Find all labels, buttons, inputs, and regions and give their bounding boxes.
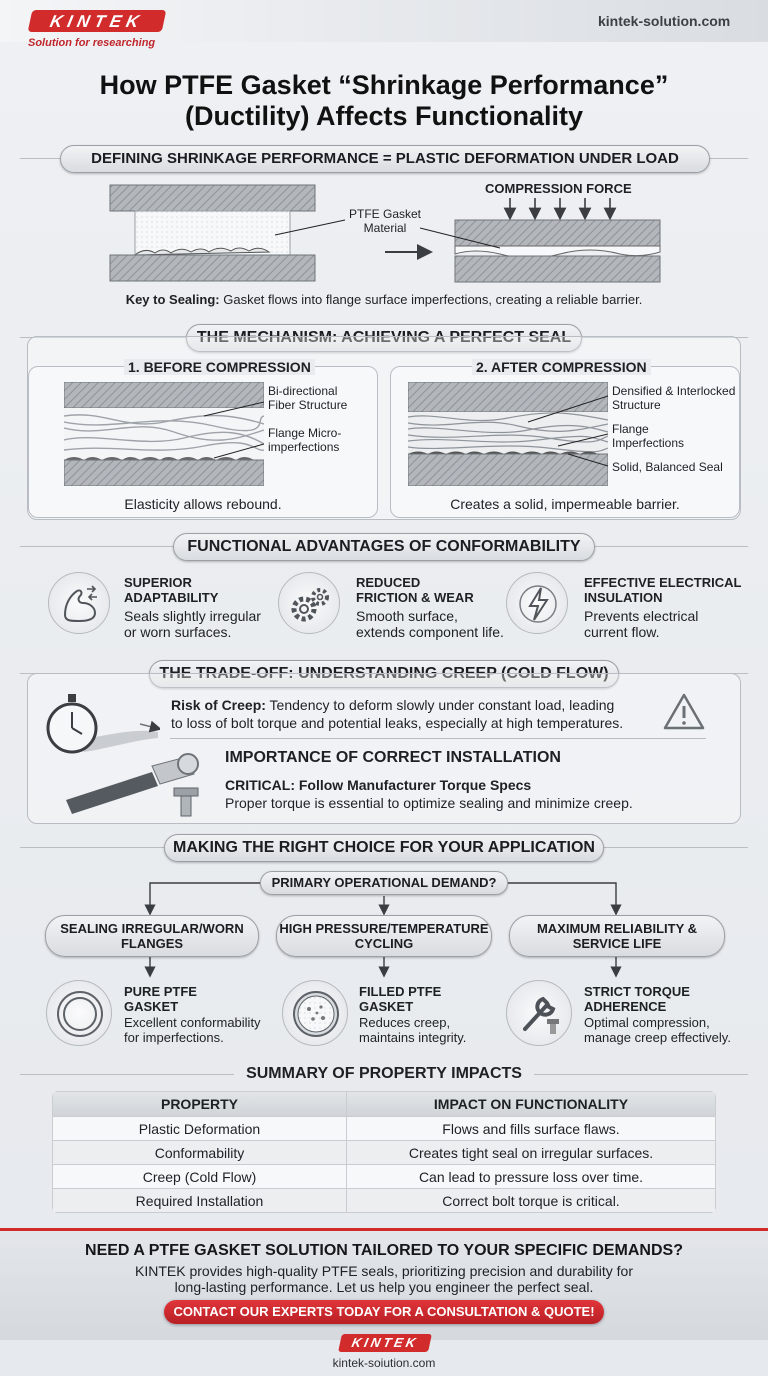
cta-body-1: KINTEK provides high-quality PTFE seals, prioritizing precision and durability for xyxy=(135,1263,633,1279)
adv-title-line: EFFECTIVE ELECTRICAL xyxy=(584,575,742,590)
summary-table xyxy=(52,1091,716,1213)
brand-logo-text: KINTEK xyxy=(48,12,146,31)
adv-desc-line: current flow. xyxy=(584,624,660,640)
flexed-arm-icon xyxy=(48,572,110,634)
adv-desc-line: Prevents electrical xyxy=(584,608,699,624)
table-row xyxy=(53,1117,716,1141)
cta-body-2: long-lasting performance. Let us help you engineer the perfect seal. xyxy=(174,1279,594,1295)
after-label-densified: Densified & Interlocked Structure xyxy=(612,384,736,412)
flange-top-after xyxy=(455,220,660,246)
filled-gasket-icon xyxy=(282,980,348,1046)
cell-property: Creep (Cold Flow) xyxy=(53,1165,347,1189)
cell-property: Conformability xyxy=(53,1141,347,1165)
cell-property: Required Installation xyxy=(53,1189,347,1213)
before-caption: Elasticity allows rebound. xyxy=(124,496,282,512)
footer-logo[interactable] xyxy=(338,1334,432,1352)
demand-irregular-flanges[interactable] xyxy=(45,915,259,957)
wrench-bolt-icon xyxy=(506,980,572,1046)
key-to-sealing-text: Gasket flows into flange surface imperfections, creating a reliable barrier. xyxy=(219,292,643,307)
adv-title-line: SUPERIOR xyxy=(124,575,192,590)
option-torque-desc xyxy=(584,1015,731,1045)
option-desc-line: Reduces creep, xyxy=(359,1015,451,1030)
adv-desc-friction xyxy=(356,608,504,640)
cell-impact: Can lead to pressure loss over time. xyxy=(347,1165,716,1189)
option-pure-ptfe-title xyxy=(124,984,197,1014)
key-to-sealing xyxy=(0,292,768,307)
section-advantages-header: FUNCTIONAL ADVANTAGES OF CONFORMABILITY xyxy=(173,533,595,561)
col-header-impact: IMPACT ON FUNCTIONALITY xyxy=(347,1092,716,1117)
after-caption: Creates a solid, impermeable barrier. xyxy=(450,496,680,512)
adv-desc-insulation xyxy=(584,608,698,640)
demand-line: SERVICE LIFE xyxy=(572,936,662,951)
flange-top-before xyxy=(110,185,315,211)
after-label-solid-seal: Solid, Balanced Seal xyxy=(612,460,723,474)
risk-text-2: to loss of bolt torque and potential leaks, especially at high temperatures. xyxy=(171,715,624,731)
after-label-imperfections: Flange Imperfections xyxy=(612,422,685,450)
adv-desc-adaptability xyxy=(124,608,261,640)
risk-of-creep xyxy=(171,696,623,732)
install-text: Proper torque is essential to optimize sealing and minimize creep. xyxy=(225,795,633,811)
option-desc-line: Excellent conformability xyxy=(124,1015,261,1030)
ptfe-material-label xyxy=(340,207,430,235)
option-title-line: ADHERENCE xyxy=(584,999,667,1014)
option-desc-line: maintains integrity. xyxy=(359,1030,467,1045)
ring-gasket-icon xyxy=(46,980,112,1046)
table-row xyxy=(53,1141,716,1165)
cell-impact: Correct bolt torque is critical. xyxy=(347,1189,716,1213)
cell-property: Plastic Deformation xyxy=(53,1117,347,1141)
option-pure-ptfe-desc xyxy=(124,1015,261,1045)
demand-line: FLANGES xyxy=(120,936,184,951)
lightning-bolt-icon xyxy=(506,572,568,634)
adv-title-adaptability xyxy=(124,575,218,605)
before-label-fiber: Bi-directional Fiber Structure xyxy=(268,384,348,412)
section-choice-header: MAKING THE RIGHT CHOICE FOR YOUR APPLICATION xyxy=(164,834,604,862)
page-title-line1: How PTFE Gasket “Shrinkage Performance” xyxy=(99,70,669,100)
brand-tagline: Solution for researching xyxy=(28,37,156,49)
cta-headline: NEED A PTFE GASKET SOLUTION TAILORED TO YOUR SPECIFIC DEMANDS? xyxy=(85,1242,683,1259)
adv-title-line: ADAPTABILITY xyxy=(124,590,219,605)
option-desc-line: Optimal compression, xyxy=(584,1015,710,1030)
after-diagram xyxy=(408,382,608,486)
flange-bottom-before xyxy=(110,255,315,281)
option-desc-line: for imperfections. xyxy=(124,1030,224,1045)
divider xyxy=(170,738,706,739)
before-label-imperfections: Flange Micro-imperfections xyxy=(268,426,342,454)
section-mechanism-header: THE MECHANISM: ACHIEVING A PERFECT SEAL xyxy=(186,324,582,352)
adv-desc-line: Seals slightly irregular xyxy=(124,608,261,624)
demand-line: HIGH PRESSURE/TEMPERATURE xyxy=(279,921,489,936)
adv-desc-line: Smooth surface, xyxy=(356,608,458,624)
demand-line: MAXIMUM RELIABILITY & xyxy=(536,921,698,936)
option-title-line: GASKET xyxy=(359,999,414,1014)
option-desc-line: manage creep effectively. xyxy=(584,1030,731,1045)
compression-force-label: COMPRESSION FORCE xyxy=(485,181,632,196)
shrinkage-diagram xyxy=(100,180,670,290)
adv-title-line: FRICTION & WEAR xyxy=(356,590,474,605)
adv-title-line: REDUCED xyxy=(356,575,421,590)
option-torque-title xyxy=(584,984,690,1014)
option-filled-ptfe-desc xyxy=(359,1015,466,1045)
adv-title-friction xyxy=(356,575,474,605)
page-title-line2: (Ductility) Affects Functionality xyxy=(184,101,583,131)
cell-impact: Creates tight seal on irregular surfaces. xyxy=(347,1141,716,1165)
option-filled-ptfe-title xyxy=(359,984,441,1014)
adv-title-insulation xyxy=(584,575,741,605)
cell-impact: Flows and fills surface flaws. xyxy=(347,1117,716,1141)
demand-line: SEALING IRREGULAR/WORN xyxy=(60,921,244,936)
risk-line-1 xyxy=(171,696,623,714)
gears-icon xyxy=(278,572,340,634)
table-row xyxy=(53,1189,716,1213)
before-diagram xyxy=(64,382,264,486)
site-url[interactable]: kintek-solution.com xyxy=(598,13,731,29)
before-title: 1. BEFORE COMPRESSION xyxy=(124,359,315,375)
flange-bottom-after xyxy=(455,256,660,282)
footer-logo-text: KINTEK xyxy=(350,1335,420,1350)
option-title-line: PURE PTFE xyxy=(124,984,197,999)
after-title: 2. AFTER COMPRESSION xyxy=(472,359,651,375)
key-to-sealing-bold: Key to Sealing: xyxy=(125,292,220,307)
option-title-line: GASKET xyxy=(124,999,179,1014)
warning-icon xyxy=(662,692,706,732)
section-defining-header: DEFINING SHRINKAGE PERFORMANCE = PLASTIC DEFORMATION UNDER LOAD xyxy=(60,145,710,173)
table-row xyxy=(53,1165,716,1189)
force-arrows xyxy=(510,198,610,214)
contact-experts-button[interactable]: CONTACT OUR EXPERTS TODAY FOR A CONSULTATION & QUOTE! xyxy=(164,1300,604,1324)
col-header-property: PROPERTY xyxy=(53,1092,347,1117)
adv-desc-line: or worn surfaces. xyxy=(124,624,232,640)
demand-line: CYCLING xyxy=(354,936,414,951)
critical-line: CRITICAL: Follow Manufacturer Torque Specs xyxy=(225,777,532,793)
adv-desc-line: extends component life. xyxy=(356,624,504,640)
summary-header: SUMMARY OF PROPERTY IMPACTS xyxy=(234,1065,534,1083)
option-title-line: FILLED PTFE xyxy=(359,984,442,999)
demand-high-pressure[interactable] xyxy=(276,915,492,957)
ptfe-material-text: PTFE Gasket Material xyxy=(348,207,422,235)
risk-bold: Risk of Creep: xyxy=(171,697,266,713)
option-title-line: STRICT TORQUE xyxy=(584,984,690,999)
brand-logo[interactable] xyxy=(28,10,167,32)
torque-wrench-icon xyxy=(62,752,212,818)
primary-demand-question: PRIMARY OPERATIONAL DEMAND? xyxy=(260,871,508,895)
gasket-before xyxy=(135,211,290,255)
stopwatch-icon xyxy=(40,688,160,760)
risk-text-1: Tendency to deform slowly under constant load, leading xyxy=(265,697,615,713)
footer-site-url[interactable]: kintek-soiution.com xyxy=(332,1356,436,1370)
adv-title-line: INSULATION xyxy=(584,590,663,605)
demand-max-reliability[interactable] xyxy=(509,915,725,957)
install-title: IMPORTANCE OF CORRECT INSTALLATION xyxy=(225,749,561,766)
section-tradeoff-header: THE TRADE-OFF: UNDERSTANDING CREEP (COLD FLOW) xyxy=(149,660,619,688)
